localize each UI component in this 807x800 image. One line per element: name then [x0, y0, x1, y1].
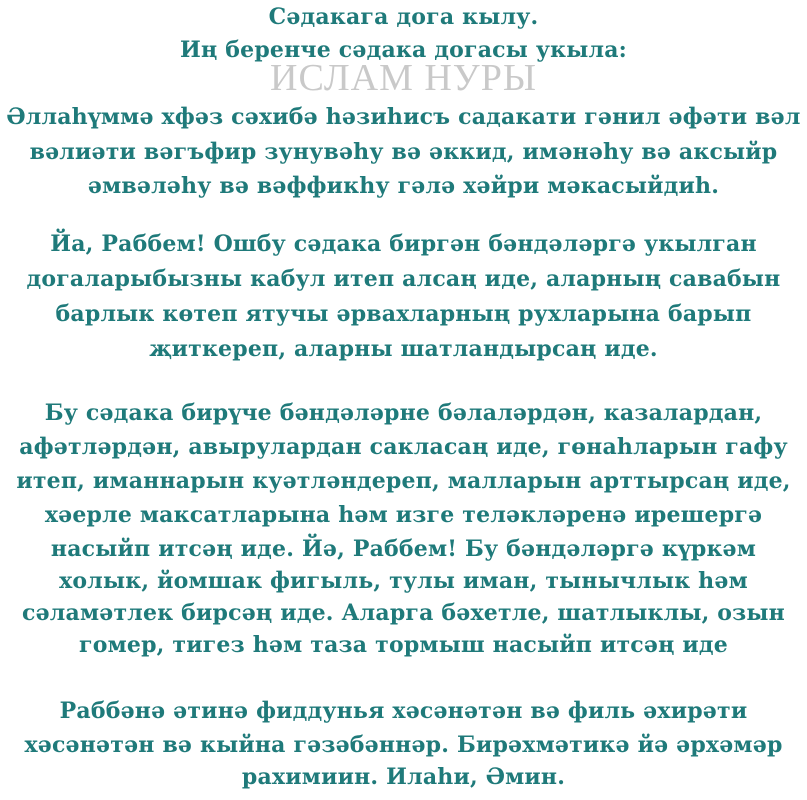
document-title: Сәдакага дога кылу.: [268, 4, 539, 30]
paragraph-4-line-1: Раббәнә әтинә фиддунья хәсәнәтән вә филь әхирәти: [59, 698, 748, 724]
paragraph-4-line-3: рахимиин. Илаһи, Әмин.: [241, 764, 566, 790]
watermark-logo-text: ИСЛАМ НУРЫ: [270, 57, 537, 99]
paragraph-2-line-4: җиткереп, аларны шатландырсаң иде.: [149, 336, 658, 362]
paragraph-1-line-2: вәлиәти вәгъфир зунувәһу вә әккид, имәнәһу вә аксыйр: [29, 139, 778, 165]
document-subtitle: Иң беренче сәдака догасы укыла:: [179, 37, 628, 63]
paragraph-1-line-3: әмвәләһу вә вәффикһу гәлә хәйри мәкасыйдиһ.: [87, 173, 720, 199]
paragraph-2-line-1: Йа, Раббем! Ошбу сәдака биргән бәндәләргә укылган: [50, 231, 757, 257]
paragraph-3-line-5: насыйп итсәң иде. Йә, Раббем! Бу бәндәләргә күркәм: [50, 536, 757, 562]
paragraph-3-line-4: хәерле максатларына һәм изге теләкләренә ирешергә: [44, 502, 763, 528]
paragraph-2-line-2: догаларыбызны кабул итеп алсаң иде, аларның савабын: [26, 266, 781, 292]
paragraph-3-line-6: холык, йомшак фигыль, тулы иман, тынычлык һәм: [59, 568, 748, 594]
paragraph-3-line-7: сәламәтлек бирсәң иде. Аларга бәхетле, шатлыклы, озын: [22, 600, 785, 626]
paragraph-4-line-2: хәсәнәтән вә кыйна гәзәбәннәр. Бирәхмәтикә йә әрхәмәр: [24, 732, 783, 758]
paragraph-3-line-3: итеп, иманнарын куәтләндереп, малларын арттырсаң иде,: [16, 468, 791, 494]
paragraph-3-line-1: Бу сәдака бирүче бәндәләрне бәлаләрдән, казалардан,: [44, 400, 763, 426]
paragraph-3-line-8: гомер, тигез һәм таза тормыш насыйп итсәң иде: [79, 632, 728, 658]
paragraph-2-line-3: барлык көтеп ятучы әрвахларның рухларына барып: [55, 301, 752, 327]
paragraph-1-line-1: Әллаһүммә хфәз сәхибә һәзиһисъ садакати гәнил әфәти вәл: [6, 104, 801, 130]
paragraph-3-line-2: афәтләрдән, авырулардан сакласаң иде, гөнаһларын гафу: [19, 434, 788, 460]
